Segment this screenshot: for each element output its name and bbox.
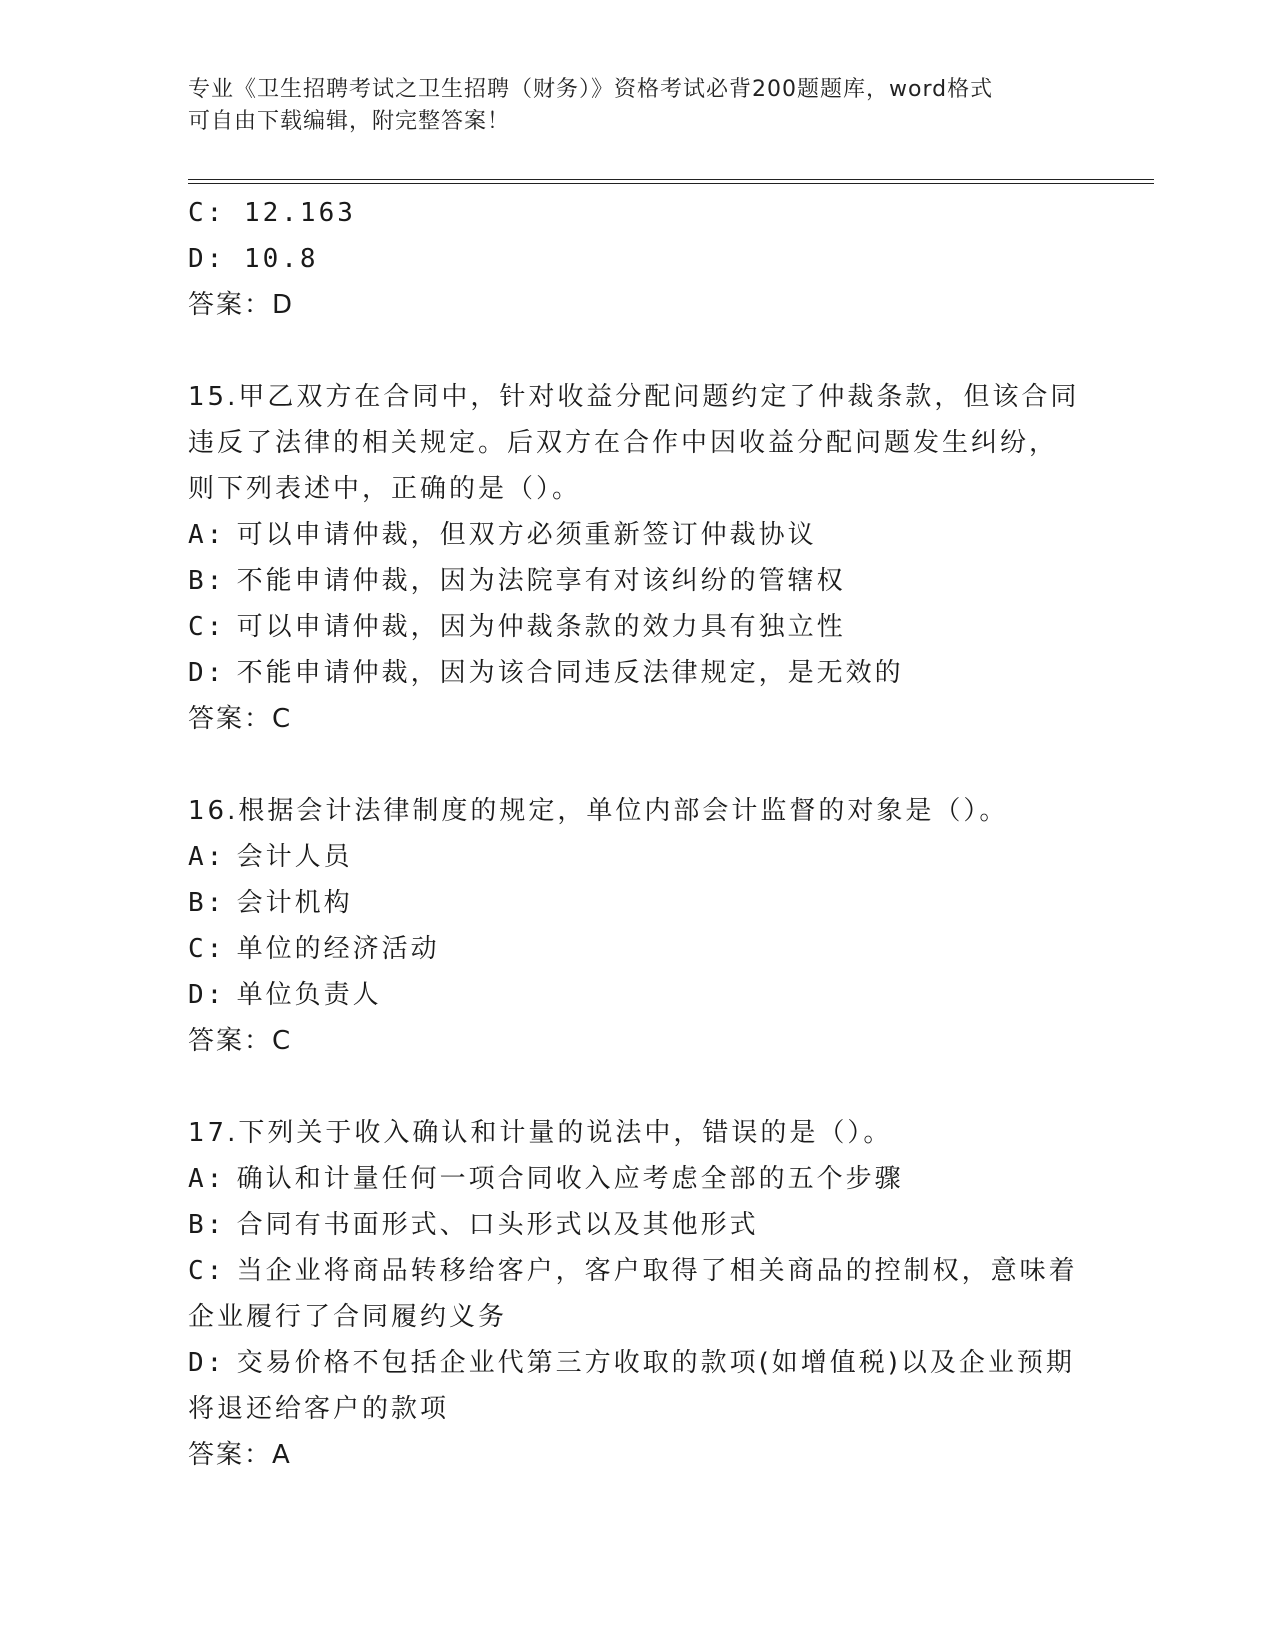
header-line-2: 可自由下载编辑，附完整答案！ (188, 109, 511, 134)
option-line (188, 834, 1088, 880)
option-text: 合同有书面形式、口头形式以及其他形式 (236, 1210, 759, 1240)
header-divider-bottom (188, 183, 1154, 184)
document-body (188, 190, 1088, 1478)
option-line (188, 604, 1088, 650)
option-text: 交易价格不包括企业代第三方收取的款项(如增值税)以及企业预期 (236, 1348, 1075, 1378)
option-line (188, 236, 1088, 282)
prev-question (188, 190, 1088, 328)
option-letter: D: (188, 1348, 226, 1378)
option-text: 会计机构 (236, 888, 353, 918)
option-line (188, 650, 1088, 696)
option-line (188, 972, 1088, 1018)
option-line (188, 190, 1088, 236)
question-block (188, 788, 1088, 1064)
option-line (188, 558, 1088, 604)
question-stem-line: 违反了法律的相关规定。后双方在合作中因收益分配问题发生纠纷， (188, 428, 1059, 458)
answer-line: 答案：C (188, 704, 293, 734)
question-block (188, 374, 1088, 742)
option-line (188, 926, 1088, 972)
option-line (188, 1156, 1088, 1202)
option-letter: C: (188, 198, 226, 228)
answer-line: 答案：C (188, 1026, 293, 1056)
question-stem-line: 16.根据会计法律制度的规定，单位内部会计监督的对象是（）。 (188, 796, 1009, 826)
header-divider-top (188, 179, 1154, 180)
option-letter: D: (188, 244, 226, 274)
option-letter: D: (188, 980, 226, 1010)
header-line-1: 专业《卫生招聘考试之卫生招聘（财务）》资格考试必背200题题库，word格式 (188, 77, 994, 102)
answer-line: 答案：A (188, 1440, 292, 1470)
option-text: 确认和计量任何一项合同收入应考虑全部的五个步骤 (236, 1164, 904, 1194)
question-stem-line: 17.下列关于收入确认和计量的说法中，错误的是（）。 (188, 1118, 893, 1148)
option-line (188, 1248, 1088, 1294)
option-letter: A: (188, 1164, 226, 1194)
option-letter: A: (188, 842, 226, 872)
question-block (188, 1110, 1088, 1478)
option-text: 不能申请仲裁，因为该合同违反法律规定，是无效的 (236, 658, 904, 688)
option-text: 不能申请仲裁，因为法院享有对该纠纷的管辖权 (236, 566, 846, 596)
option-text: 可以申请仲裁，但双方必须重新签订仲裁协议 (236, 520, 817, 550)
option-text: 当企业将商品转移给客户，客户取得了相关商品的控制权，意味着 (236, 1256, 1078, 1286)
option-line (188, 1340, 1088, 1386)
option-text: 10.8 (243, 244, 319, 274)
option-continuation-line: 企业履行了合同履约义务 (188, 1302, 508, 1332)
question-stem-line: 15.甲乙双方在合同中，针对收益分配问题约定了仲裁条款，但该合同 (188, 382, 1080, 412)
spacer (188, 742, 1088, 788)
option-letter: D: (188, 658, 226, 688)
question-stem-line: 则下列表述中，正确的是（）。 (188, 474, 582, 504)
option-line (188, 880, 1088, 926)
spacer (188, 1064, 1088, 1110)
option-letter: A: (188, 520, 226, 550)
option-text: 12.163 (243, 198, 356, 228)
option-letter: C: (188, 1256, 226, 1286)
option-letter: B: (188, 1210, 226, 1240)
option-continuation-line: 将退还给客户的款项 (188, 1394, 450, 1424)
option-line (188, 1202, 1088, 1248)
option-line (188, 512, 1088, 558)
spacer (188, 328, 1088, 374)
option-letter: B: (188, 888, 226, 918)
option-letter: B: (188, 566, 226, 596)
option-text: 单位的经济活动 (236, 934, 440, 964)
document-header (188, 74, 1088, 138)
option-text: 单位负责人 (236, 980, 382, 1010)
option-text: 会计人员 (236, 842, 353, 872)
option-text: 可以申请仲裁，因为仲裁条款的效力具有独立性 (236, 612, 846, 642)
option-letter: C: (188, 612, 226, 642)
answer-line: 答案：D (188, 290, 295, 320)
option-letter: C: (188, 934, 226, 964)
